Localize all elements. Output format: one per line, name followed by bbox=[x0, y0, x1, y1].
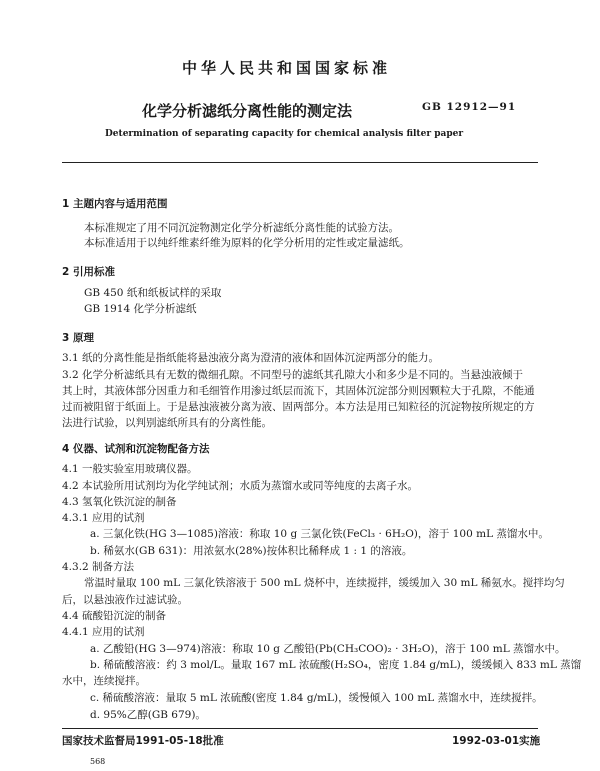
method-line-2: 后，以悬浊液作过滤试验。 bbox=[62, 594, 188, 606]
implementation-date: 1992-03-01实施 bbox=[452, 735, 541, 747]
national-standard-title: 中华人民共和国国家标准 bbox=[182, 59, 392, 77]
clause-4-3-2: 4.3.2 制备方法 bbox=[62, 561, 135, 573]
clause-3-2-line-4: 法进行试验，以判别滤纸所具有的分离性能。 bbox=[62, 417, 272, 429]
item-4-4-1-b-line-2: 水中，连续搅拌。 bbox=[62, 675, 146, 687]
section-1-paragraph-2: 本标准适用于以纯纤维素纤维为原料的化学分析用的定性或定量滤纸。 bbox=[84, 237, 410, 249]
clause-4-3: 4.3 氢氧化铁沉淀的制备 bbox=[62, 496, 177, 508]
section-4-heading: 4 仪器、试剂和沉淀物配备方法 bbox=[62, 443, 210, 455]
section-2-heading: 2 引用标准 bbox=[62, 266, 115, 278]
method-line-1: 常温时量取 100 mL 三氯化铁溶液于 500 mL 烧杯中，连续搅拌，缓缓加入 30 mL 稀氨水。搅拌均匀 bbox=[84, 577, 565, 589]
approval-line: 国家技术监督局1991-05-18批准 bbox=[62, 735, 224, 747]
item-4-4-1-a: a. 乙酸铅(HG 3—974)溶液：称取 10 g 乙酸铅(Pb(CH₃COO)₂ · 3H₂O)，溶于 100 mL 蒸馏水中。 bbox=[90, 643, 566, 655]
section-1-heading: 1 主题内容与适用范围 bbox=[62, 198, 168, 210]
english-title: Determination of separating capacity for chemical analysis filter paper bbox=[105, 129, 464, 139]
item-4-4-1-d: d. 95%乙醇(GB 679)。 bbox=[90, 709, 206, 721]
clause-3-2-line-2: 其上时，其液体部分因重力和毛细管作用渗过纸层而流下，其固体沉淀部分则因颗粒大于孔隙，不能通 bbox=[62, 385, 535, 397]
item-4-3-1-b: b. 稀氨水(GB 631)：用浓氨水(28%)按体积比稀释成 1 : 1 的溶液。 bbox=[90, 545, 413, 557]
clause-4-3-1: 4.3.1 应用的试剂 bbox=[62, 512, 145, 524]
footer-rule bbox=[62, 728, 538, 729]
clause-3-2-line-1: 3.2 化学分析滤纸具有无数的微细孔隙。不同型号的滤纸其孔隙大小和多少是不同的。当悬浊液倾于 bbox=[62, 369, 524, 381]
document-title: 化学分析滤纸分离性能的测定法 bbox=[142, 102, 353, 120]
clause-4-1: 4.1 一般实验室用玻璃仪器。 bbox=[62, 463, 198, 475]
item-4-4-1-c: c. 稀硫酸溶液：量取 5 mL 浓硫酸(密度 1.84 g/mL)，缓慢倾入 100 mL 蒸馏水中，连续搅拌。 bbox=[90, 692, 543, 704]
clause-4-4: 4.4 硫酸铅沉淀的制备 bbox=[62, 610, 167, 622]
item-4-4-1-b-line-1: b. 稀硫酸溶液：约 3 mol/L。量取 167 mL 浓硫酸(H₂SO₄，密度 1.84 g/mL)，缓缓倾入 833 mL 蒸馏 bbox=[90, 659, 582, 671]
page-number: 568 bbox=[90, 757, 106, 766]
standard-number: GB 12912—91 bbox=[422, 101, 517, 113]
clause-3-2-line-3: 过而被阻留于纸面上。于是悬浊液被分离为液、固两部分。本方法是用已知粒径的沉淀物按所规定的方 bbox=[62, 401, 535, 413]
reference-gb450: GB 450 纸和纸板试样的采取 bbox=[84, 287, 222, 299]
clause-4-2: 4.2 本试验所用试剂均为化学纯试剂；水质为蒸馏水或同等纯度的去离子水。 bbox=[62, 480, 419, 492]
clause-3-1: 3.1 纸的分离性能是指纸能将悬浊液分离为澄清的液体和固体沉淀两部分的能力。 bbox=[62, 352, 440, 364]
section-1-paragraph-1: 本标准规定了用不同沉淀物测定化学分析滤纸分离性能的试验方法。 bbox=[84, 222, 399, 234]
header-rule bbox=[62, 162, 538, 163]
clause-4-4-1: 4.4.1 应用的试剂 bbox=[62, 626, 145, 638]
item-4-3-1-a: a. 三氯化铁(HG 3—1085)溶液：称取 10 g 三氯化铁(FeCl₃ · 6H₂O)，溶于 100 mL 蒸馏水中。 bbox=[90, 528, 549, 540]
reference-gb1914: GB 1914 化学分析滤纸 bbox=[84, 303, 197, 315]
section-3-heading: 3 原理 bbox=[62, 332, 94, 344]
